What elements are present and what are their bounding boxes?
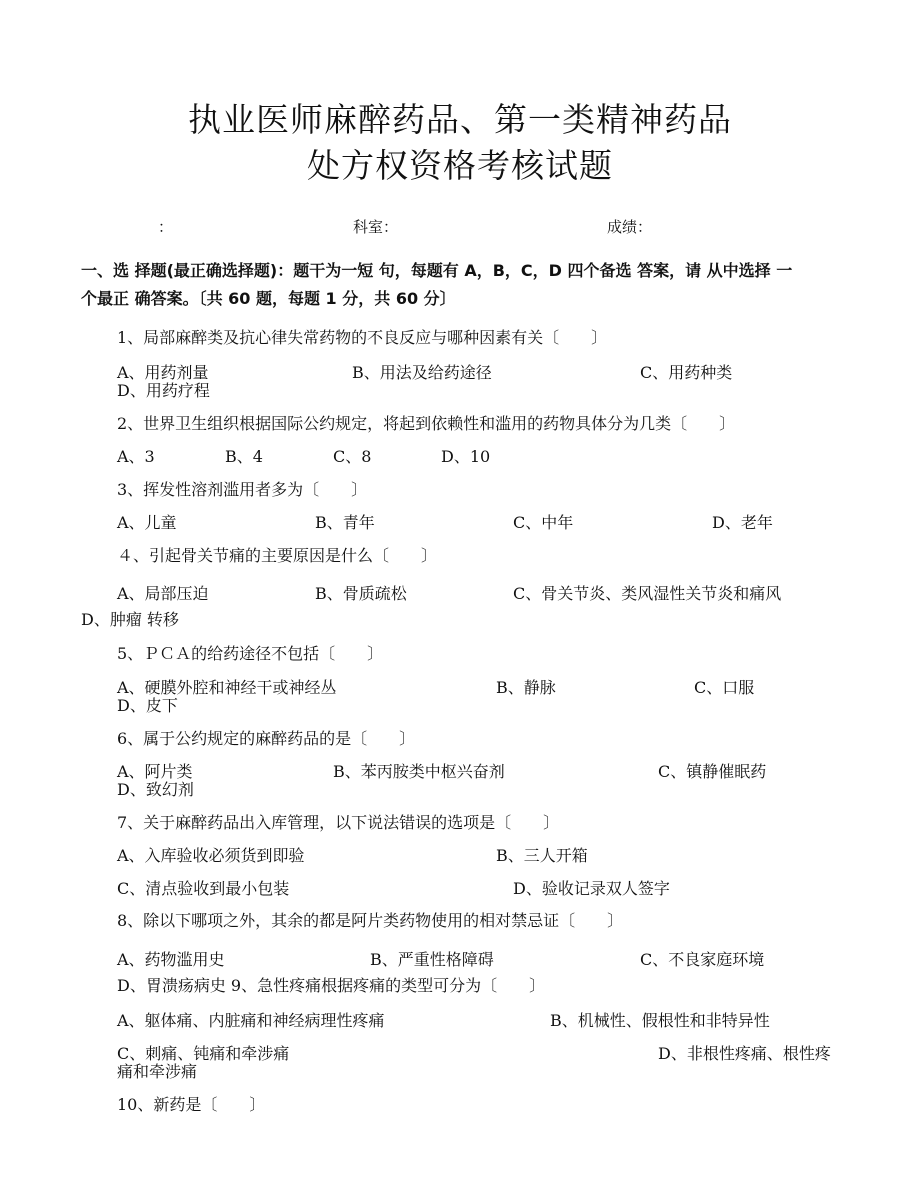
title-line-2: 处方权资格考核试题 <box>307 146 613 185</box>
option: C、不良家庭环境 <box>640 950 765 969</box>
option: B、4 <box>225 447 263 466</box>
option: D、10 <box>441 447 491 466</box>
option: B、静脉 <box>496 678 556 697</box>
option: C、镇静催眠药 <box>658 762 767 781</box>
option: A、用药剂量 <box>117 363 209 382</box>
option: A、入库验收必须货到即验 <box>117 846 305 865</box>
option: A、硬膜外腔和神经干或神经丛 <box>117 678 337 697</box>
option: A、药物滥用史 <box>117 950 225 969</box>
question-stem: 1、局部麻醉类及抗心律失常药物的不良反应与哪种因素有关〔 〕 <box>117 328 608 347</box>
option: B、机械性、假根性和非特异性 <box>550 1011 770 1030</box>
option: D、胃溃疡病史 9、急性疼痛根据疼痛的类型可分为〔 〕 <box>117 976 546 995</box>
option: C、刺痛、钝痛和牵涉痛 <box>117 1044 290 1063</box>
option: D、用药疗程 <box>117 381 210 400</box>
question-stem: 2、世界卫生组织根据国际公约规定，将起到依赖性和滥用的药物具体分为几类〔 〕 <box>117 414 736 433</box>
option: B、青年 <box>315 513 375 532</box>
option: D、皮下 <box>117 696 178 715</box>
option: D、致幻剂 <box>117 780 194 799</box>
option: B、严重性格障碍 <box>370 950 494 969</box>
question-stem: 3、挥发性溶剂滥用者多为〔 〕 <box>117 480 368 499</box>
option: A、躯体痛、内脏痛和神经病理性疼痛 <box>117 1011 385 1030</box>
option: B、苯丙胺类中枢兴奋剂 <box>333 762 505 781</box>
option: B、骨质疏松 <box>315 584 407 603</box>
section-instructions-line-2: 个最正 确答案。〔共 60 题，每题 1 分，共 60 分〕 <box>81 289 456 308</box>
option: B、用法及给药途径 <box>352 363 492 382</box>
option: C、用药种类 <box>640 363 733 382</box>
option: A、儿童 <box>117 513 177 532</box>
option: 痛和牵涉痛 <box>117 1062 198 1081</box>
option: C、中年 <box>513 513 574 532</box>
option: A、局部压迫 <box>117 584 209 603</box>
option: C、口服 <box>694 678 755 697</box>
question-stem: 6、属于公约规定的麻醉药品的是〔 〕 <box>117 729 416 748</box>
option: C、骨关节炎、类风湿性关节炎和痛风 <box>513 584 782 603</box>
title-line-1: 执业医师麻醉药品、第一类精神药品 <box>188 100 732 139</box>
option: D、验收记录双人签字 <box>513 879 670 898</box>
question-stem: 10、新药是〔 〕 <box>117 1095 266 1114</box>
option: D、非根性疼痛、根性疼 <box>658 1044 831 1063</box>
option: D、肿瘤 转移 <box>81 610 179 629</box>
question-stem: ４、引起骨关节痛的主要原因是什么〔 〕 <box>117 546 438 565</box>
question-stem: 7、关于麻醉药品出入库管理，以下说法错误的选项是〔 〕 <box>117 813 560 832</box>
score-label: 成绩： <box>607 218 653 236</box>
option: D、老年 <box>712 513 773 532</box>
option: A、3 <box>117 447 155 466</box>
dept-label: 科室： <box>353 218 399 236</box>
question-stem: 5、ＰＣＡ的给药途径不包括〔 〕 <box>117 644 384 663</box>
section-instructions-line-1: 一、选 择题(最正确选择题)：题干为一短 句，每题有 A，B，C，D 四个备选 答案，请 从中选择 一 <box>81 261 793 280</box>
question-stem: 8、除以下哪项之外，其余的都是阿片类药物使用的相对禁忌证〔 〕 <box>117 911 624 930</box>
option: C、8 <box>333 447 372 466</box>
option: A、阿片类 <box>117 762 193 781</box>
option: C、清点验收到最小包装 <box>117 879 290 898</box>
option: B、三人开箱 <box>496 846 588 865</box>
name-label: ： <box>158 218 174 236</box>
